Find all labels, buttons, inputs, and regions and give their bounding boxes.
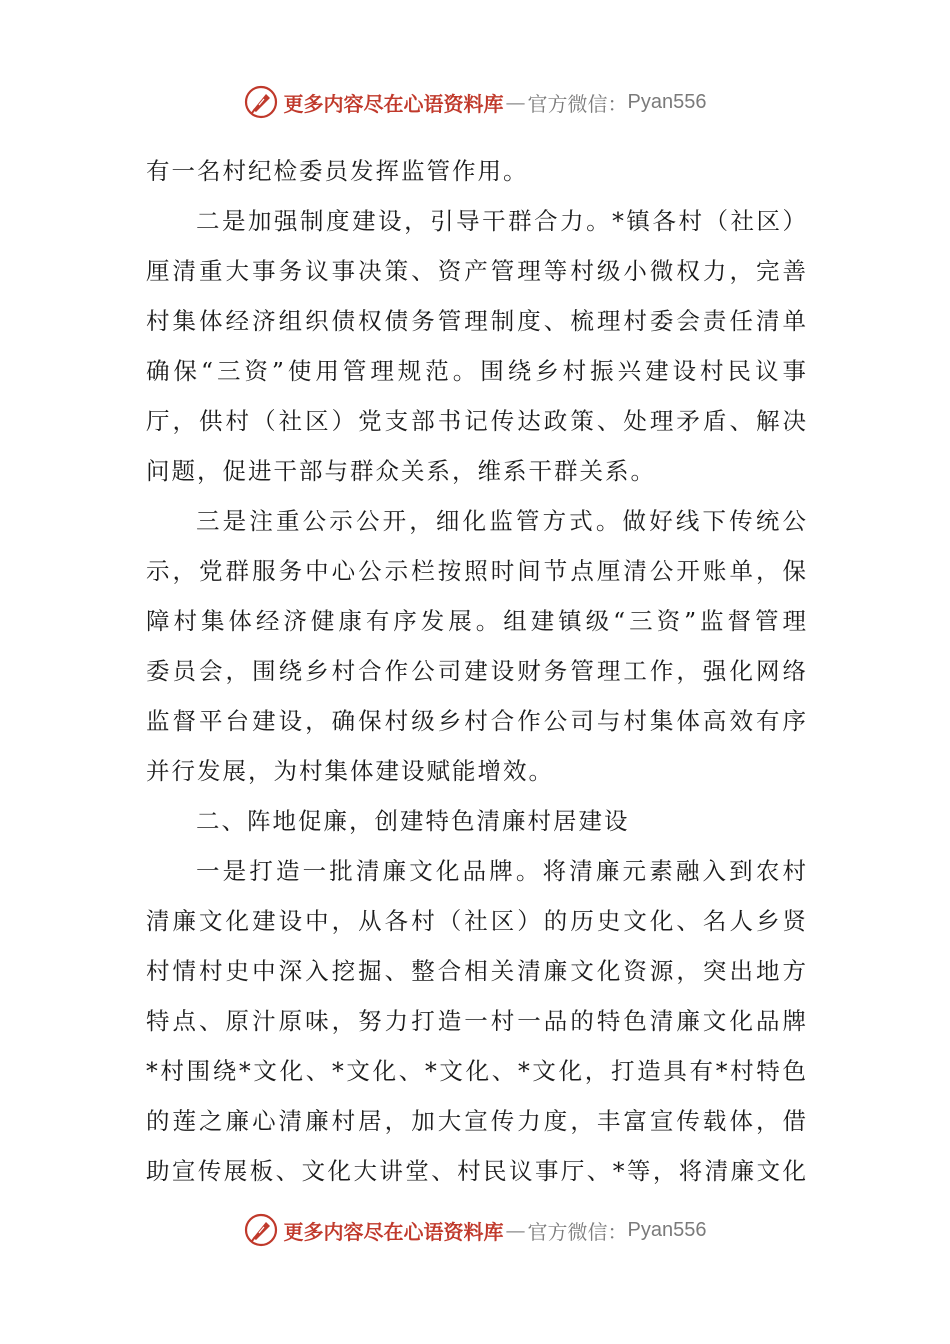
text-line: 助宣传展板、文化大讲堂、村民议事厅、*等，将清廉文化 [146,1157,806,1185]
header-banner [0,80,950,124]
section-heading: 二、阵地促廉，创建特色清廉村居建设 [196,807,630,835]
wechat-id: Pyan556 [627,1218,707,1241]
document-body [146,146,806,1196]
site-name: 更多内容尽在心语资料库 [283,1219,504,1244]
text-line: 厘清重大事务议事决策、资产管理等村级小微权力，完善 [146,257,806,285]
text-line: 并行发展，为村集体建设赋能增效。 [146,757,554,785]
text-line: 厅，供村（社区）党支部书记传达政策、处理矛盾、解决 [146,407,806,435]
banner-separator: — [505,1218,526,1242]
site-name: 更多内容尽在心语资料库 [283,91,504,116]
text-line: 监督平台建设，确保村级乡村合作公司与村集体高效有序 [146,707,806,735]
text-line: 特点、原汁原味，努力打造一村一品的特色清廉文化品牌 [146,1007,806,1035]
text-line: 委员会，围绕乡村合作公司建设财务管理工作，强化网络 [146,657,806,685]
text-line: 的莲之廉心清廉村居，加大宣传力度，丰富宣传载体，借 [146,1107,806,1135]
text-line: 确保“三资”使用管理规范。围绕乡村振兴建设村民议事 [146,357,806,385]
text-line: 示，党群服务中心公示栏按照时间节点厘清公开账单，保 [146,557,806,585]
text-line: *村围绕*文化、*文化、*文化、*文化，打造具有*村特色 [146,1057,806,1085]
wechat-id: Pyan556 [627,90,707,113]
text-line: 问题，促进干部与群众关系，维系干群关系。 [146,457,656,485]
quill-logo-icon [244,85,278,119]
text-line: 障村集体经济健康有序发展。组建镇级“三资”监督管理 [146,607,806,635]
wechat-label: 官方微信： [527,91,628,116]
text-line: 清廉文化建设中，从各村（社区）的历史文化、名人乡贤 [146,907,806,935]
text-line: 村集体经济组织债权债务管理制度、梳理村委会责任清单 [146,307,806,335]
banner-separator: — [505,90,526,114]
quill-logo-icon [244,1213,278,1247]
text-line: 二是加强制度建设，引导干群合力。*镇各村（社区） [196,207,806,235]
text-line: 有一名村纪检委员发挥监管作用。 [146,157,529,185]
text-line: 一是打造一批清廉文化品牌。将清廉元素融入到农村 [196,857,806,885]
footer-banner [0,1208,950,1252]
wechat-label: 官方微信： [527,1219,628,1244]
text-line: 村情村史中深入挖掘、整合相关清廉文化资源，突出地方 [146,957,806,985]
text-line: 三是注重公示公开，细化监管方式。做好线下传统公 [196,507,806,535]
